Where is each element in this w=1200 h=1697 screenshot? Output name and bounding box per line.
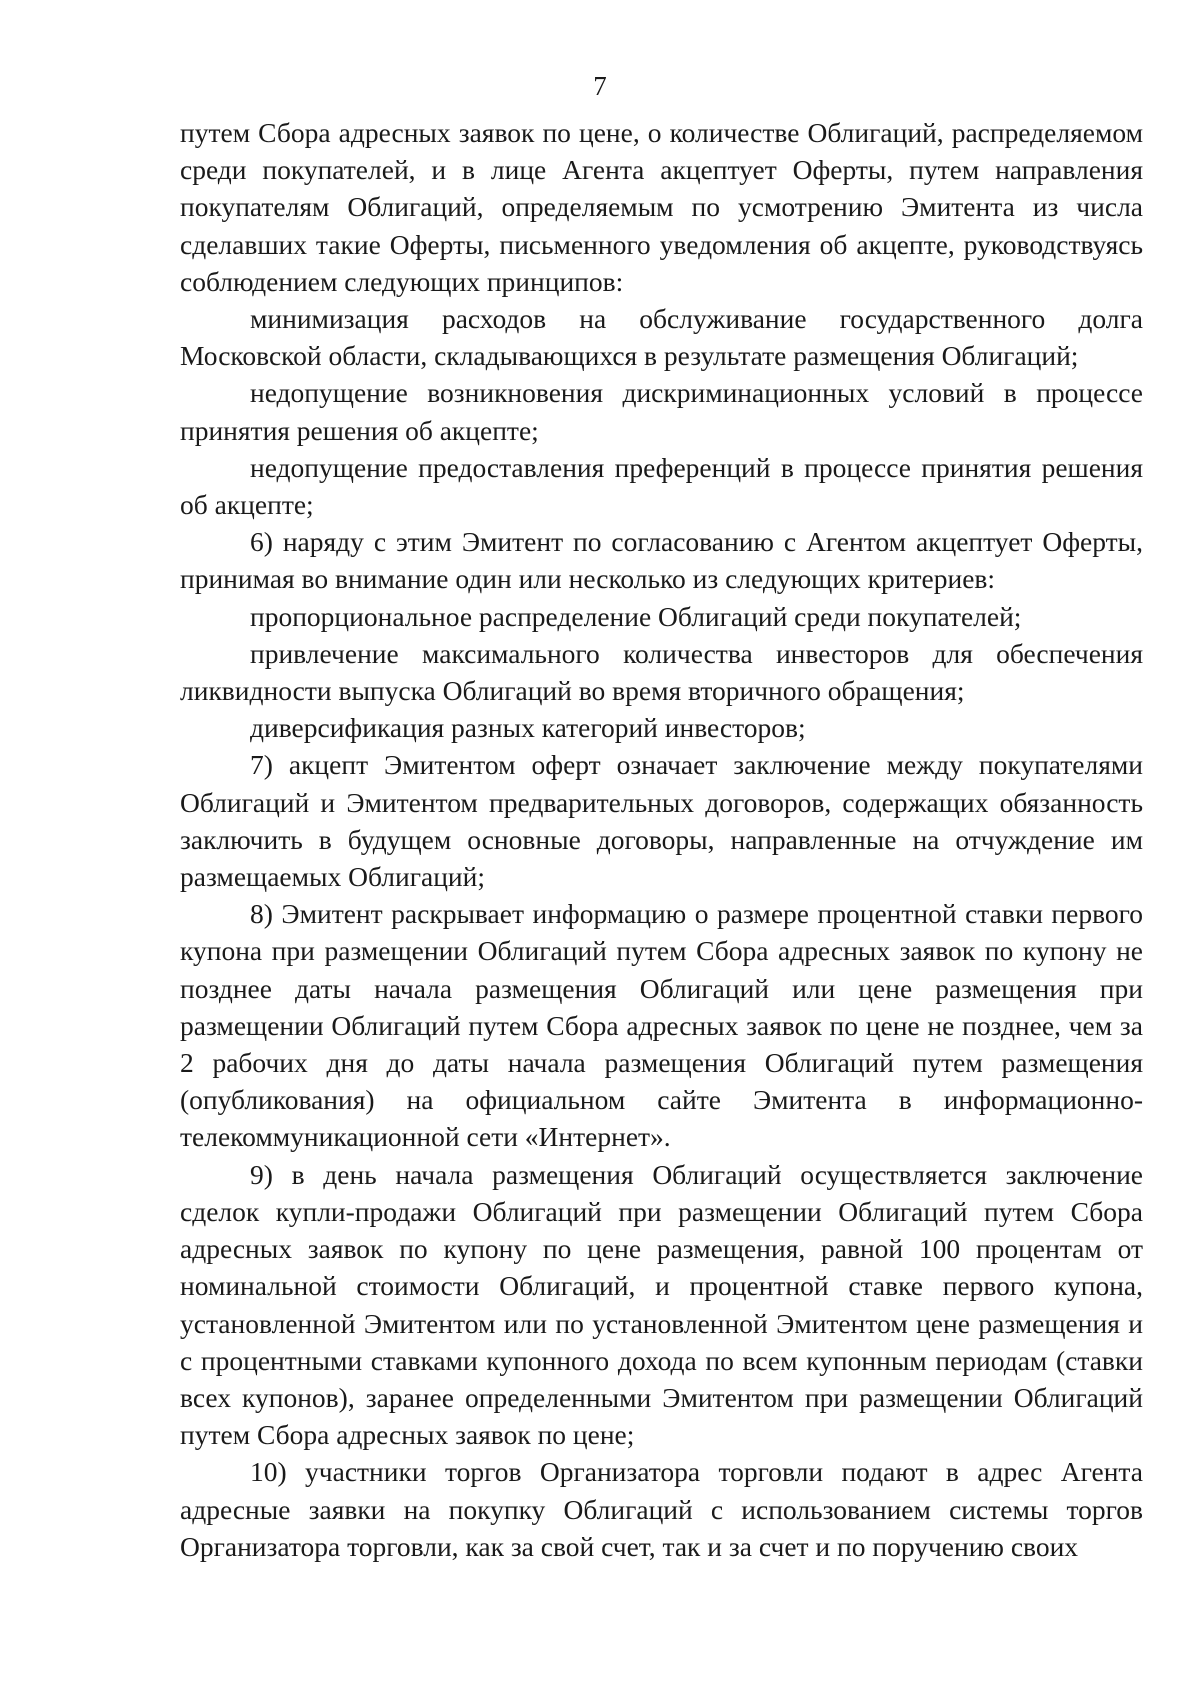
paragraph-item-10: 10) участники торгов Организатора торговли подают в адрес Агента адресные заявки на покупку Облигаций с использованием системы торгов Организатора торговли, как за свой счет, так и за счет и по поручению своих [180,1456,1143,1562]
paragraph-item-6: 6) наряду с этим Эмитент по согласованию с Агентом акцептует Оферты, принимая во внимание один или несколько из следующих критериев: [180,526,1143,595]
paragraph-principle-cost-minimization: минимизация расходов на обслуживание государственного долга Московской области, складывающихся в результате размещения Облигаций; [180,303,1143,372]
paragraph-principle-no-discrimination: недопущение возникновения дискриминационных условий в процессе принятия решения об акцепте; [180,377,1143,446]
paragraph-criterion-max-investors: привлечение максимального количества инвесторов для обеспечения ликвидности выпуска Облигаций во время вторичного обращения; [180,637,1143,707]
paragraph-continuation: путем Сбора адресных заявок по цене, о количестве Облигаций, распределяемом среди покупателей, и в лице Агента акцептует Оферты, путем направления покупателям Облигаций, определяемым по усмотрению Эмитента из числа сделавших такие Оферты, письменного уведомления об акцепте, руководствуясь соблюдением следующих принципов: [180,117,1143,297]
paragraph-item-8: 8) Эмитент раскрывает информацию о размере процентной ставки первого купона при размещении Облигаций путем Сбора адресных заявок по купону не позднее даты начала размещения Облигаций или цене размещения при размещении Облигаций путем Сбора адресных заявок по цене не позднее, чем за 2 рабочих дня до даты начала размещения Облигаций путем размещения (опубликования) на официальном сайте Эмитента в информационно-телекоммуникационной сети «Интернет». [180,898,1143,1153]
paragraph-item-9: 9) в день начала размещения Облигаций осуществляется заключение сделок купли-продажи Облигаций при размещении Облигаций путем Сбора адресных заявок по купону по цене размещения, равной 100 процентам от номинальной стоимости Облигаций, и процентной ставке первого купона, установленной Эмитентом или по установленной Эмитентом цене размещения и с процентными ставками купонного дохода по всем купонным периодам (ставки всех купонов), заранее определенными Эмитентом при размещении Облигаций путем Сбора адресных заявок по цене; [180,1158,1143,1451]
paragraph-criterion-proportional: пропорциональное распределение Облигаций среди покупателей; [250,600,1022,632]
paragraph-principle-no-preferences: недопущение предоставления преференций в процессе принятия решения об акцепте; [180,451,1143,521]
paragraph-criterion-diversification: диверсификация разных категорий инвесторов; [250,712,806,744]
page-number: 7 [593,71,607,101]
document-body [180,114,1143,1565]
paragraph-item-7: 7) акцепт Эмитентом оферт означает заключение между покупателями Облигаций и Эмитентом предварительных договоров, содержащих обязанность заключить в будущем основные договоры, направленные на отчуждение им размещаемых Облигаций; [180,749,1143,893]
